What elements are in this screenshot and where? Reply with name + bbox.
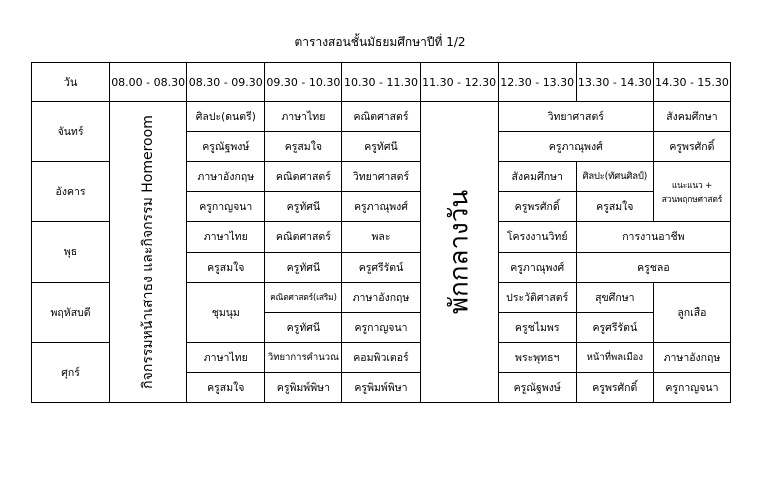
page-title: ตารางสอนชั้นมัธยมศึกษาปีที่ 1/2 [294,35,466,49]
homeroom-cell [110,102,187,403]
teacher-cell: ครูสมใจ [265,132,342,162]
subject-cell: ภาษาอังกฤษ [187,162,265,192]
subject-cell: คอมพิวเตอร์ [342,342,420,372]
teacher-cell: ครูสมใจ [576,192,653,222]
header-day: วัน [32,63,110,102]
teacher-cell: ครูสมใจ [187,373,265,403]
teacher-cell: ครูทัศนี [265,252,342,282]
subject-cell: ภาษาไทย [265,102,342,132]
teacher-cell: ครูชลอ [576,252,730,282]
subject-cell: ประวัติศาสตร์ [498,282,576,312]
teacher-cell: ครูพรศักดิ์ [498,192,576,222]
subject-cell [653,162,730,222]
header-time: 11.30 - 12.30 [420,63,498,102]
subject-cell: พละ [342,222,420,252]
teacher-cell: ครูกาญจนา [342,312,420,342]
lunch-label: พักกลางวัน [444,189,475,315]
teacher-cell: ครูพิมพ์พิษา [265,373,342,403]
header-time: 10.30 - 11.30 [342,63,420,102]
header-time: 08.30 - 09.30 [187,63,265,102]
subject-cell: คณิตศาสตร์(เสริม) [265,282,342,312]
teacher-cell: ครูกาญจนา [653,373,730,403]
subject-cell: คณิตศาสตร์ [342,102,420,132]
teacher-cell: ครูทัศนี [342,132,420,162]
subject-cell: สังคมศึกษา [653,102,730,132]
subject-cell: ภาษาอังกฤษ [342,282,420,312]
header-row [32,63,731,102]
subject-cell: ชุมนุม [187,282,265,342]
teacher-cell: ครูสมใจ [187,252,265,282]
subject-cell: โครงงานวิทย์ [498,222,576,252]
header-time: 13.30 - 14.30 [576,63,653,102]
teacher-cell: ครูกาญจนา [187,192,265,222]
day-label: ศุกร์ [32,342,110,402]
subject-cell: วิทยาศาสตร์ [498,102,653,132]
header-time: 12.30 - 13.30 [498,63,576,102]
subject-cell: ภาษาอังกฤษ [653,342,730,372]
subject-cell: คณิตศาสตร์ [265,222,342,252]
teacher-cell: ครูพิมพ์พิษา [342,373,420,403]
header-time: 14.30 - 15.30 [653,63,730,102]
subject-cell: ศิลปะ(ทัศนศิลป์) [576,162,653,192]
subject-cell: ภาษาไทย [187,342,265,372]
teacher-cell: ครูณัฐพงษ์ [187,132,265,162]
subject-cell: ภาษาไทย [187,222,265,252]
subject-cell: พระพุทธฯ [498,342,576,372]
teacher-cell: ครูพรศักดิ์ [576,373,653,403]
homeroom-label: กิจกรรมหน้าเสาธง และกิจกรรม Homeroom [140,115,157,389]
lunch-cell [420,102,498,403]
teacher-cell: ครูทัศนี [265,312,342,342]
subject-cell: คณิตศาสตร์ [265,162,342,192]
subject-cell: ลูกเสือ [653,282,730,342]
teacher-cell: ครูพรศักดิ์ [653,132,730,162]
day-label: พุธ [32,222,110,282]
subject-cell: ศิลปะ(ดนตรี) [187,102,265,132]
teacher-cell: ครูทัศนี [265,192,342,222]
teacher-cell: ครูศรีรัตน์ [576,312,653,342]
subject-cell: วิทยาการคำนวณ [265,342,342,372]
teacher-cell: ครูศรีรัตน์ [342,252,420,282]
header-time: 09.30 - 10.30 [265,63,342,102]
teacher-cell: ครูภาณุพงศ์ [342,192,420,222]
header-time: 08.00 - 08.30 [110,63,187,102]
subject-cell: วิทยาศาสตร์ [342,162,420,192]
subject-line: แนะแนว + [671,180,712,191]
teacher-cell: ครูณัฐพงษ์ [498,373,576,403]
day-label: อังคาร [32,162,110,222]
subject-line: สวนพฤกษศาสตร์ [661,194,723,205]
subject-cell: สุขศึกษา [576,282,653,312]
teacher-cell: ครูภาณุพงศ์ [498,252,576,282]
timetable [31,62,731,403]
subject-cell: การงานอาชีพ [576,222,730,252]
teacher-cell: ครูชไมพร [498,312,576,342]
day-label: พฤหัสบดี [32,282,110,342]
subject-cell: หน้าที่พลเมือง [576,342,653,372]
subject-cell: สังคมศึกษา [498,162,576,192]
teacher-cell: ครูภาณุพงศ์ [498,132,653,162]
day-label: จันทร์ [32,102,110,162]
